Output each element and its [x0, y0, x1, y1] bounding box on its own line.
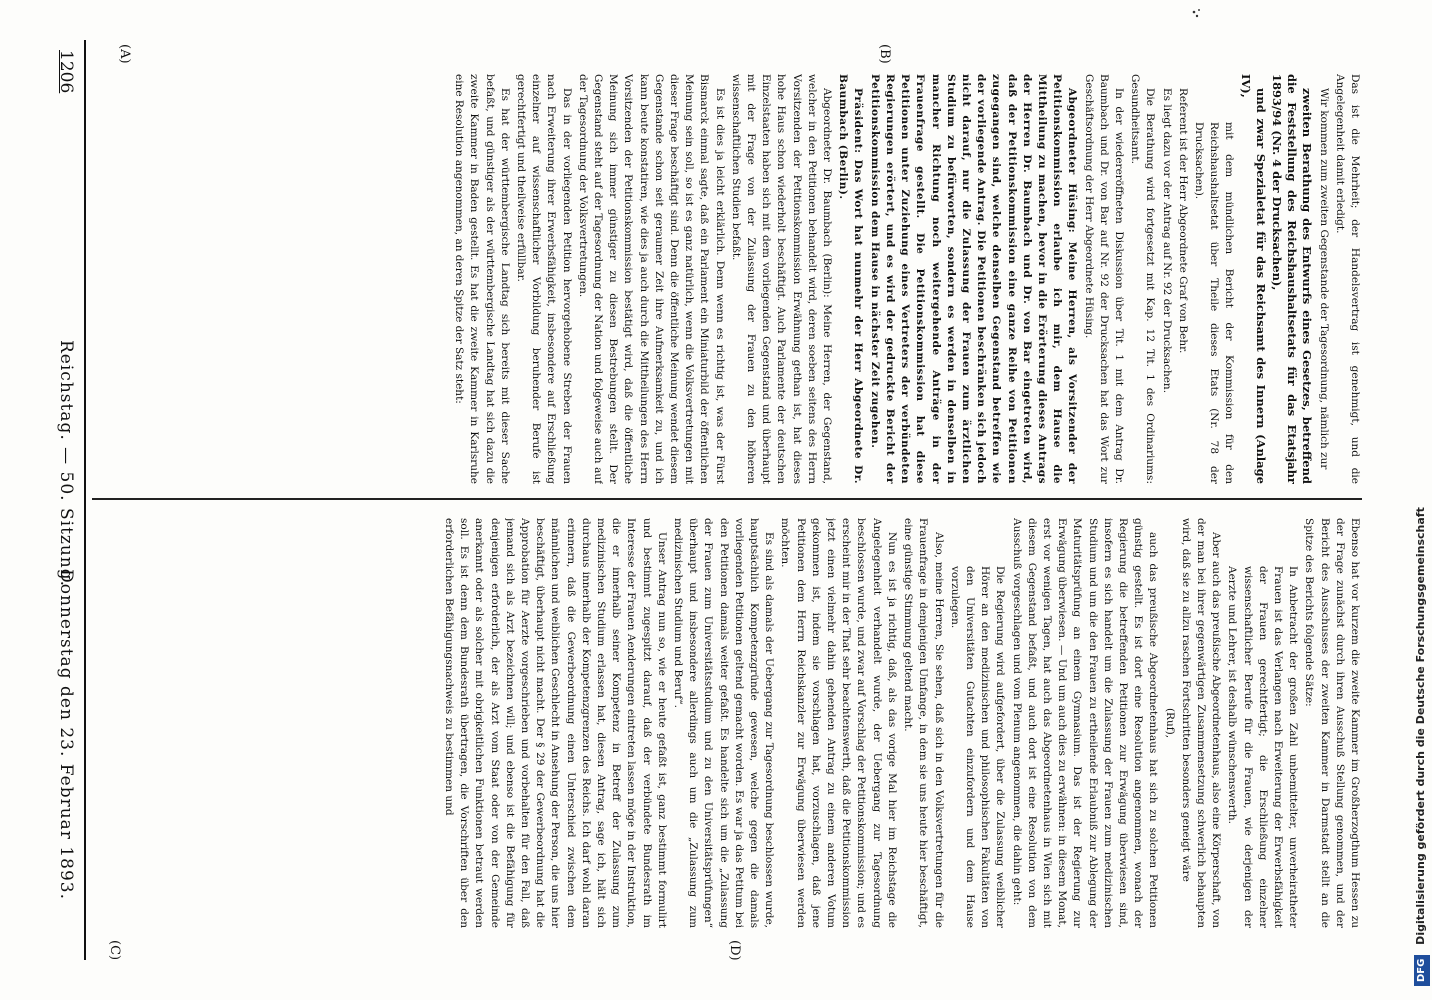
paragraph: Ebenso hat vor kurzem die zweite Kammer im Großherzogthum Hessen zu der Frage zunächst durch ihren Ausschuß Stellung genommen, und der Bericht des Ausschusses der zweiten Kammer in Darmstadt stellt an die Spitze des Berichts folgende Sätze: [1303, 518, 1361, 928]
paragraph: Es hat der württembergische Landtag sich bereits mit dieser Sache befaßt, und günstiger als der württembergische Landtag hat sich dazu die zweite Kammer in Baden gestellt. Es hat die zweite Kammer in Karlsruhe eine Resolution angenommen, an deren Spitze der Satz steht: [453, 74, 511, 484]
right-text-column [92, 518, 1362, 928]
left-text-column [92, 74, 1362, 484]
page-header [48, 40, 80, 960]
paragraph: Referent ist der Herr Abgeordnete Graf von Behr. [1176, 88, 1189, 354]
paragraph: Präsident: Das Wort hat nunmehr der Herr Abgeordnete Dr. Baumbach (Berlin). [837, 74, 865, 484]
column-divider [92, 498, 1362, 500]
paragraph: Wir kommen zum zweiten Gegenstande der Tagesordnung, nämlich zur [1317, 88, 1330, 470]
session-title: Reichstag. — 50. Sitzung. [56, 340, 76, 588]
paragraph: In Anbetracht der großen Zahl unbemittelter, unverheiratheter Frauen ist das Verlangen nach Erweiterung der Erwerbsfähigkeit der Frauen gerechtfertigt; die Erschließung einzelner wissenschaftlicher Berufe für die Frauen, wie derjenigen der Aerzte und Lehrer, ist deshalb wünschenswerth. [1226, 566, 1300, 928]
scan-speck [1190, 6, 1204, 20]
paragraph: Es sind als damals der Uebergang zur Tagesordnung beschlossen wurde, hauptsächlich Kompetenzgründe gewesen, welche gegen die damals vorliegenden Petitionen geltend gemacht worden. Es war ja das Petitum bei den Petitionen damals weiter gefaßt. Es handelte sich um die „Zulassung der Frauen zum Universitätsstudium und zu den Universitätsprüfungen“ überhaupt und insbesondere allerdings auch um die „Zulassung zum medizinischen Studium und Beruf“. [672, 518, 776, 928]
paragraph: Also, meine Herren, Sie sehen, daß sich in den Volksvertretungen für die Frauenfrage in demjenigen Umfange, in dem sie uns heute hier beschäftigt, eine günstige Stimmung geltend macht. [902, 518, 945, 928]
paragraph: Unser Antrag nun so, wie er heute gefaßt ist, ganz bestimmt formulirt und bestimmt zugespitzt darauf, daß der verbündete Bundesrath im Interesse der Frauen Aenderungen eintreten lassen möge in der Instruktion, die er innerhalb seiner Kompetenz in Betreff der Zulassung zum medizinischen Studium erlassen hat, diesen Antrag, sage ich, hält sich durchaus innerhalb der Kompetenzgrenzen des Reichs. Ich darf wohl daran erinnern, daß die Gewerbeordnung einen Unterschied zwischen dem männlichen und weiblichen Geschlecht in Ansehung der Person, die uns hier beschäftigt, überhaupt nicht macht. Der § 29 der Gewerbeordnung hat die Approbation für Aerzte vorgeschrieben und vorbehalten für den Fall, daß jemand sich als Arzt bezeichnen will; und ebenso ist die Befähigung für denjenigen erforderlich, der als Arzt vom Staat oder von der Gemeinde anerkannt oder als solcher mit obrigkeitlichen Funktionen betraut werden soll. Es ist denn dem Bundesrath übertragen, die Vorschriften über den erforderlichen Befähigungsnachweis zu bestimmen und [443, 518, 668, 928]
paragraph: In der wiedereröffneten Diskussion über Tit. 1 mit dem Antrag Dr. Baumbach und Dr. von Bar auf Nr. 92 der Drucksachen hat das Wort zur Geschäftsordnung der Herr Abgeordnete Hüsing. [1082, 74, 1125, 484]
paragraph: zweiten Berathung des Entwurfs eines Gesetzes, betreffend die Feststellung des Reichshaushaltsetats für das Etatsjahr 1893/94 (Nr. 4 der Drucksachen), [1269, 74, 1315, 484]
session-date: Donnerstag den 23. Februar 1893. [56, 569, 76, 900]
margin-marker-c: (C) [107, 940, 122, 961]
header-rule [84, 40, 86, 960]
paragraph: Es ist dies ja leicht erklärlich. Denn wenn es richtig ist, was der Fürst Bismarck einmal sagte, daß ein Parlament ein Miniaturbild der öffentlichen Meinung sein soll, so ist es ganz natürlich, wenn die Volksvertretungen mit dieser Frage beschäftigt sind. Denn die öffentliche Meinung wendet diesem Gegenstande schon seit geraumer Zeit ihre Aufmerksamkeit zu, und ich kann beute konstatiren, wie dies ja auch durch die Mittheilungen des Herrn Vorsitzenden der Petitionskommission bestätigt wird, daß die öffentliche Meinung sich immer günstiger zu diesen Bestrebungen stellt. Der Gegenstand steht auf der Tagesordnung der Nation und folgeweise auch auf der Tagesordnung der Volksvertretungen. [576, 74, 726, 484]
paragraph: Das ist die Mehrheit; der Handelsvertrag ist genehmigt, und die Angelegenheit damit erledigt. [1333, 74, 1361, 484]
paragraph: Es liegt dazu vor der Antrag auf Nr. 92 der Drucksachen. [1160, 88, 1173, 394]
paragraph: Nun es ist ja richtig, daß, als das vorige Mal hier im Reichstage die Angelegenheit verhandelt wurde, der Uebergang zur Tagesordnung beschlossen wurde, und zwar auf Vorschlag der Petitionskommission; und es erscheint mir in der That sehr beachtenswerth, daß die Petitionskommission jetzt einen vielmehr dahin gehenden Antrag zu einem anderen Votum gekommen ist, indem sie vorschlagen hat, vorzuschlagen, daß jene Petitionen dem Herrn Reichskanzler zur Erwägung überwiesen werden möchten. [779, 518, 898, 928]
paragraph: Aber auch das preußische Abgeordnetenhaus, also eine Körperschaft, von der man bei ihrer gegenwärtigen Zusammensetzung schwerlich behaupten wird, daß sie zu allzu raschen Fortschritten besonders geneigt wäre [1179, 518, 1223, 928]
paragraph: Abgeordneter Dr. Baumbach (Berlin): Meine Herren, der Gegenstand, welcher in den Petitionen behandelt wird, deren soeben seitens des Herrn Vorsitzenden der Petitionskommission Erwähnung gethan ist, hat dieses hohe Haus schon wiederholt beschäftigt. Auch Parlamente der deutschen Einzelstaaten haben sich mit dem vorliegenden Gegenstand und überhaupt mit der Frage von der Zulassung der Frauen zu den höheren wissenschaftlichen Studien befaßt. [729, 74, 834, 484]
dfg-logo: DFG [1414, 955, 1430, 986]
digitization-credit [1411, 14, 1431, 986]
margin-marker-d: (D) [727, 940, 742, 961]
margin-marker-a: (A) [117, 44, 132, 64]
paragraph: Die Regierung wird aufgefordert, über die Zulassung weiblicher Hörer an den medizinischen und philosophischen Fakultäten von den Universitäten Gutachten einzufordern und dem Hause vorzulegen. [948, 566, 1007, 928]
paragraph: (Ruf), [1163, 707, 1176, 739]
paragraph: mit dem mündlichen Bericht der Kommission für den Reichshaushaltsetat über Theile dieses Etats (Nr. 78 der Drucksachen). [1192, 122, 1236, 484]
paragraph: auch das preußische Abgeordnetenhaus hat sich zu solchen Petitionen günstig gestellt. Es ist dort eine Resolution angenommen, wonach der Regierung die betreffenden Petitionen zur Erwägung überwiesen sind, insofern es sich handelt um die Zulassung der Frauen zum medizinischen Studium und um die den Frauen zu ertheilende Erlaubniß zur Ablegung der Maturitätsprüfung an einem Gymnasium. Das ist der Regierung zur Erwägung überwiesen. — Und um auch dies zu erwähnen: in diesem Monat, erst vor wenigen Tagen, hat auch das Abgeordnetenhaus in Wien sich mit diesem Gegenstand befaßt, und auch dort ist eine Resolution von dem Ausschuß vorgeschlagen und vom Plenum angenommen, die dahin geht: [1010, 518, 1160, 928]
paragraph: Abgeordneter Hüsing: Meine Herren, als Vorsitzender der Petitionskommission erlaube ich mir, dem Hause die Mittheilung zu machen, bevor in die Erörterung dieses Antrags der Herren Dr. Baumbach und Dr. von Bar eingetreten wird, daß der Petitionskommission eine ganze Reihe von Petitionen zugegangen sind, welche denselben Gegenstand betreffen wie der vorliegende Antrag. Die Petitionen beschränken sich jedoch nicht darauf, nur die Zulassung der Frauen zum ärztlichen Studium zu befürworten, sondern es werden in denselben in mancher Richtung noch weitergehende Anträge in der Frauenfrage gestellt. Die Petitionskommission hat diese Petitionen unter Zuziehung eines Vertreters der verbündeten Regierungen erörtert, und es wird der gedruckte Bericht der Petitionskommission dem Hause in nächster Zeit zugehen. [868, 74, 1079, 484]
paragraph: Das in der vorliegenden Petition hervorgehobene Streben der Frauen nach Erweiterung ihrer Erwerbsfähigkeit, insbesondere auf Erschließung einzelner auf wissenschaftlicher Vorbildung beruhender Berufe ist gerechtfertigt und theilweise erfüllbar. [515, 74, 573, 484]
digitization-note: Digitalisierung gefördert durch die Deutsche Forschungsgemeinschaft [1414, 507, 1427, 945]
paragraph: Die Berathung wird fortgesetzt mit Kap. 12 Tit. 1 des Ordinariums: Gesundheitsamt. [1129, 74, 1157, 484]
margin-marker-b: (B) [877, 44, 892, 64]
paragraph: und zwar Spezialetat für das Reichsamt des Innern (Anlage IV), [1238, 74, 1268, 484]
page-number: 1206 [56, 50, 76, 94]
